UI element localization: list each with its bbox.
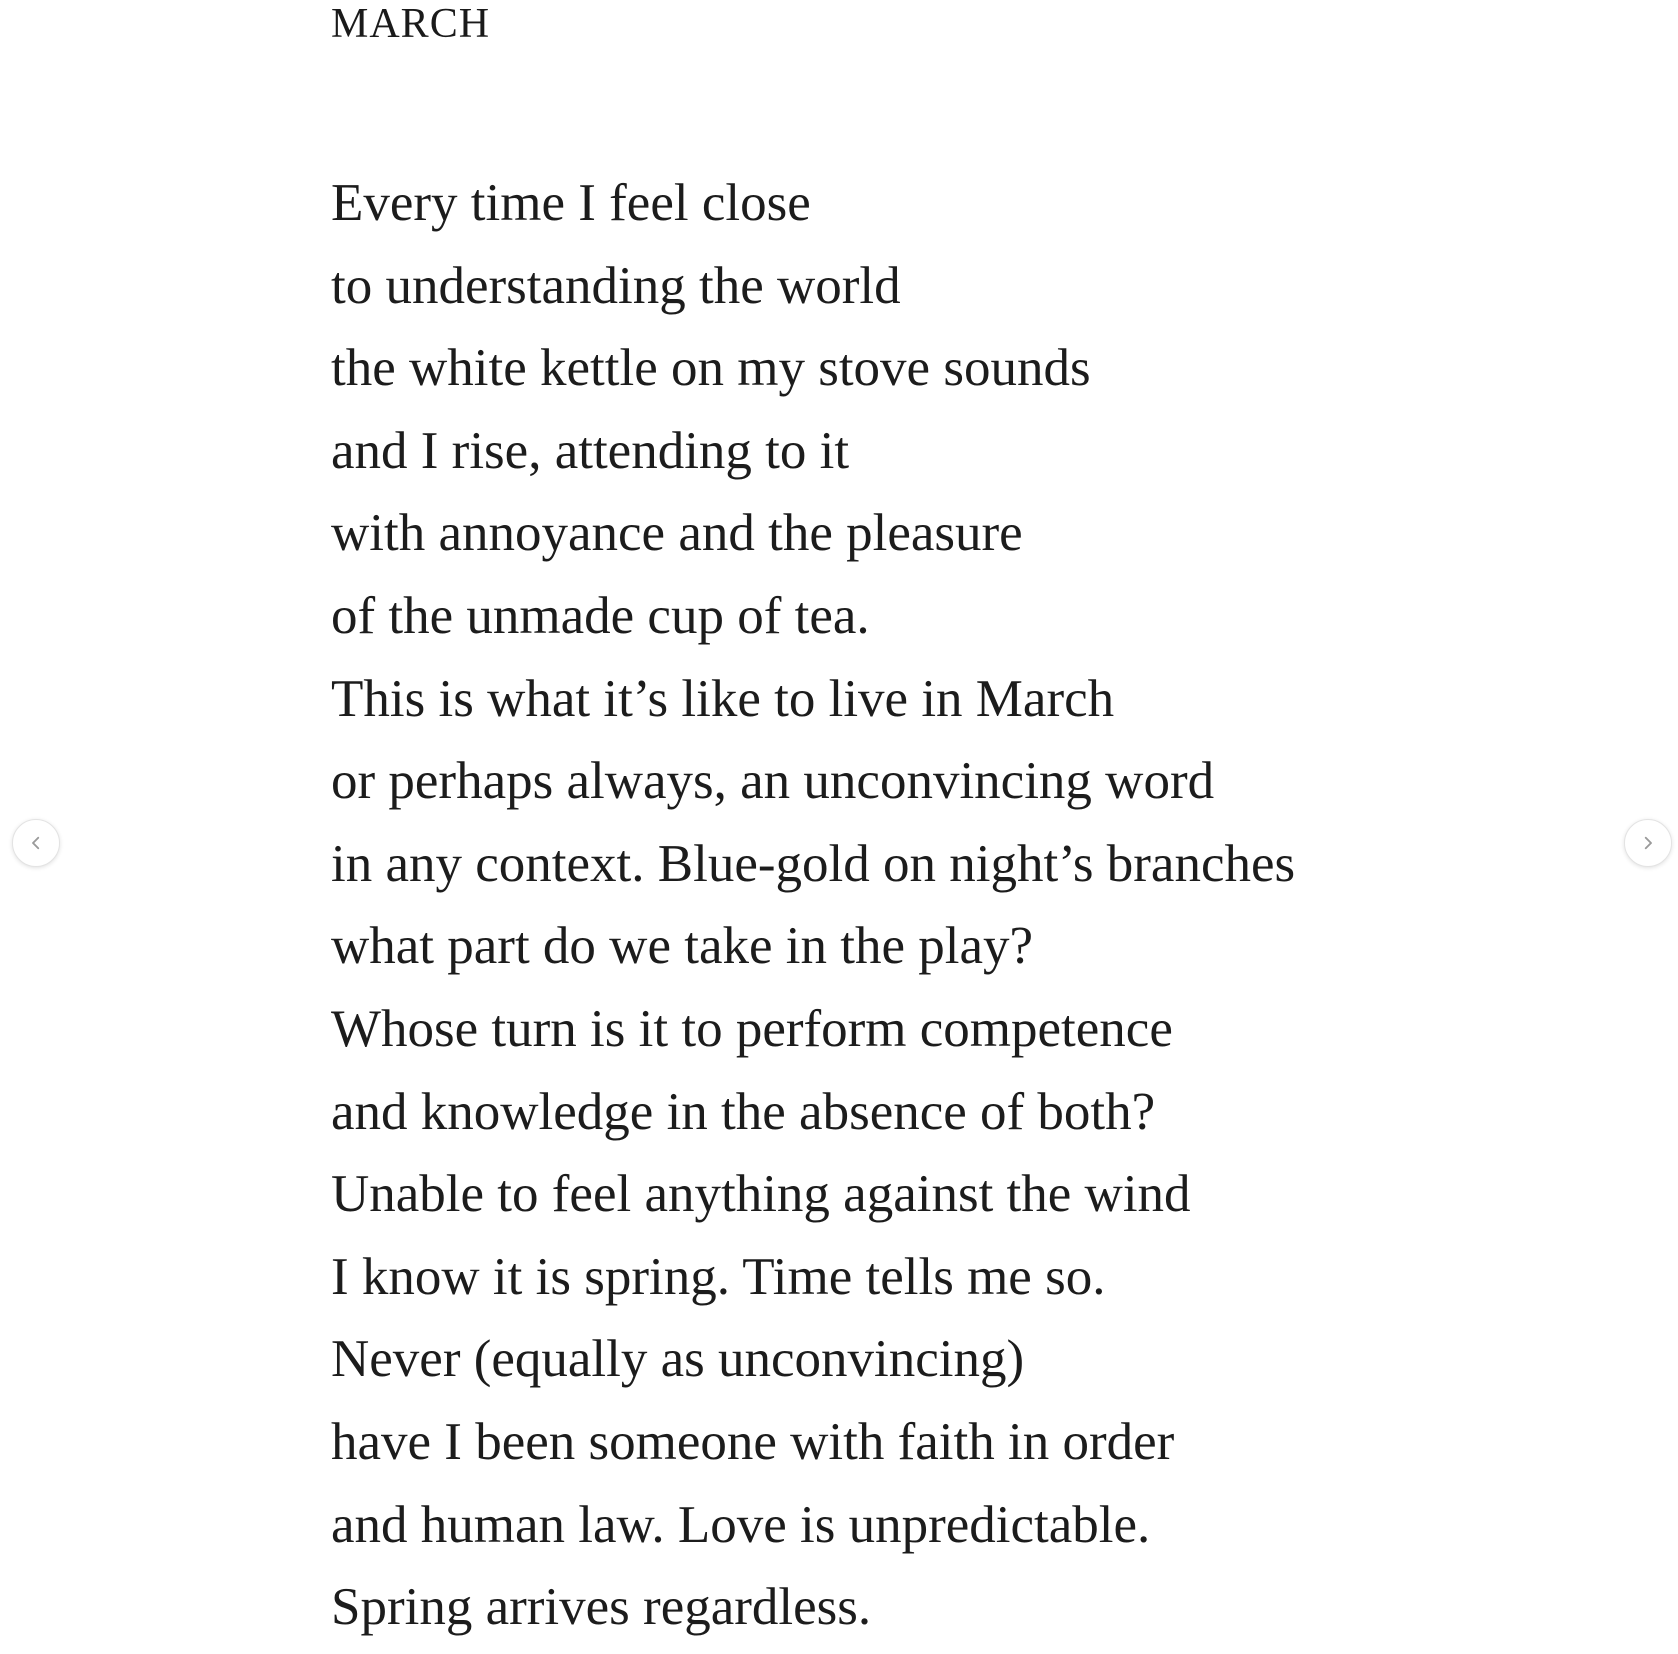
poem-line: This is what it’s like to live in March — [331, 669, 1115, 728]
poem-title: MARCH — [331, 1, 491, 47]
poem-line: the white kettle on my stove sounds — [331, 339, 1091, 398]
chevron-right-icon — [1639, 834, 1657, 852]
poem-line: or perhaps always, an unconvincing word — [331, 752, 1215, 811]
poem-line: have I been someone with faith in order — [331, 1412, 1175, 1471]
poem-line: to understanding the world — [331, 256, 901, 315]
poem-line: Spring arrives regardless. — [331, 1578, 872, 1637]
poem-line: Unable to feel anything against the wind — [331, 1165, 1191, 1224]
poem-line: I know it is spring. Time tells me so. — [331, 1247, 1106, 1306]
next-slide-button[interactable] — [1624, 819, 1672, 867]
poem-line: and knowledge in the absence of both? — [331, 1082, 1156, 1141]
previous-slide-button[interactable] — [12, 819, 60, 867]
poem-line: in any context. Blue-gold on night’s branches — [331, 834, 1296, 893]
poem-line: what part do we take in the play? — [331, 917, 1033, 976]
poem-line: Whose turn is it to perform competence — [331, 999, 1173, 1058]
poem-line: Every time I feel close — [331, 174, 811, 232]
poem-line: and human law. Love is unpredictable. — [331, 1495, 1151, 1554]
poem-line: of the unmade cup of tea. — [331, 586, 870, 645]
poem-body — [331, 162, 1295, 1649]
chevron-left-icon — [27, 834, 45, 852]
poem-line: with annoyance and the pleasure — [331, 504, 1023, 563]
poem-line: and I rise, attending to it — [331, 421, 850, 480]
poem-line: Never (equally as unconvincing) — [331, 1330, 1025, 1389]
